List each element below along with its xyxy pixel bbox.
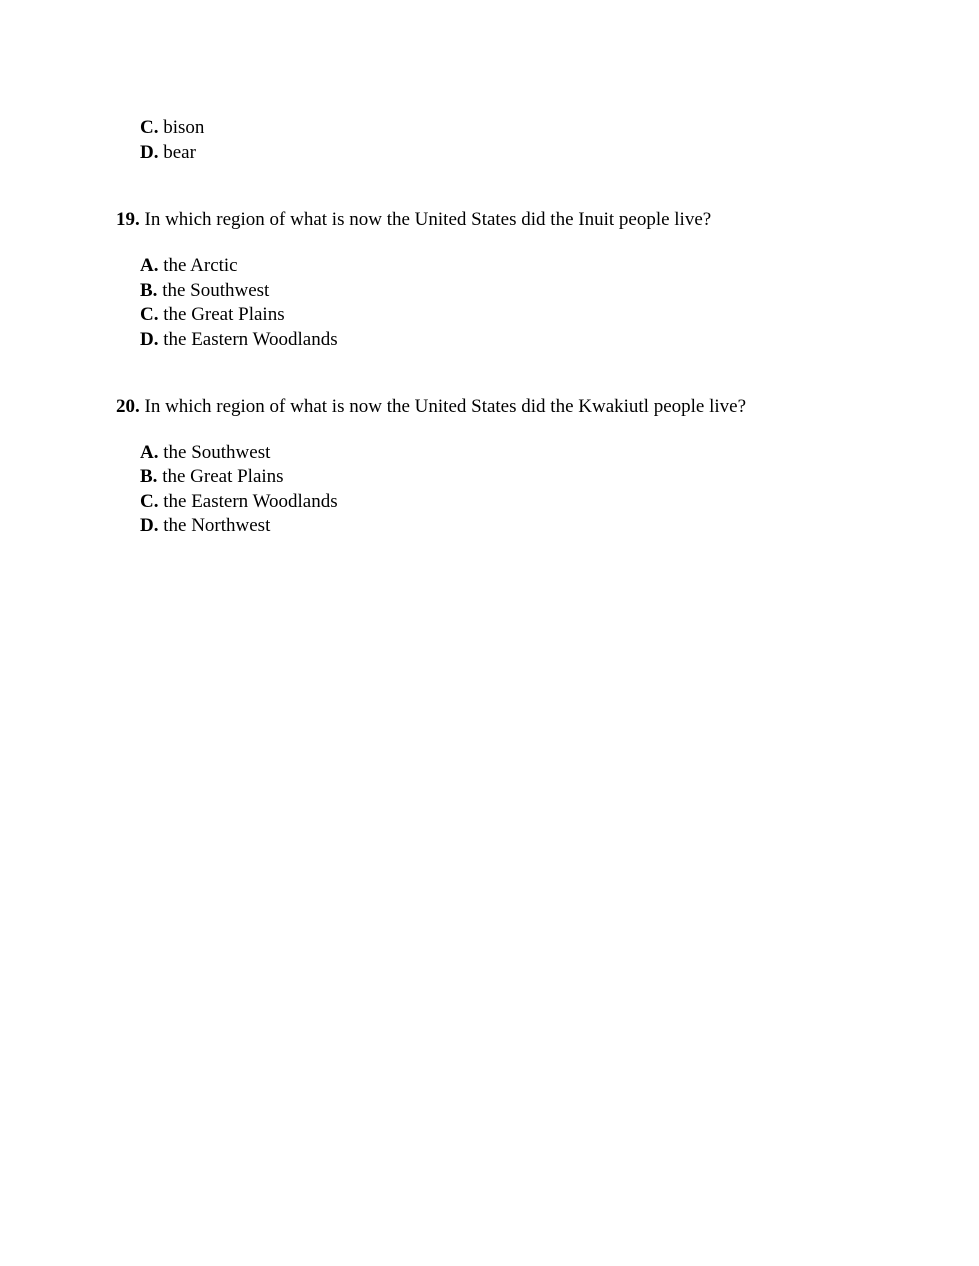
q19-option-c [140, 303, 285, 327]
q20-option-c [140, 490, 338, 514]
option-letter: C. [140, 117, 159, 138]
option-text: the Arctic [163, 255, 238, 276]
option-letter: B. [140, 466, 158, 487]
question-19 [116, 208, 711, 232]
q19-option-b [140, 279, 269, 303]
question-number: 19. [116, 209, 140, 230]
question-text: In which region of what is now the United States did the Kwakiutl people live? [144, 396, 747, 417]
prev-option-d [140, 141, 196, 165]
option-letter: D. [140, 515, 159, 536]
prev-option-c [140, 116, 204, 140]
option-text: the Great Plains [163, 304, 285, 325]
q20-option-d [140, 514, 270, 538]
question-20 [116, 395, 746, 419]
option-text: bison [163, 117, 205, 138]
q19-option-d [140, 328, 338, 352]
option-letter: B. [140, 280, 158, 301]
q20-option-a [140, 441, 270, 465]
option-letter: A. [140, 255, 159, 276]
q20-option-b [140, 465, 284, 489]
option-letter: C. [140, 304, 159, 325]
question-number: 20. [116, 396, 140, 417]
option-text: the Northwest [163, 515, 271, 536]
option-text: bear [163, 142, 196, 163]
option-text: the Southwest [163, 442, 271, 463]
q19-option-a [140, 254, 238, 278]
option-text: the Eastern Woodlands [163, 329, 338, 350]
option-letter: C. [140, 491, 159, 512]
question-text: In which region of what is now the United States did the Inuit people live? [144, 209, 712, 230]
option-text: the Great Plains [162, 466, 284, 487]
option-letter: D. [140, 329, 159, 350]
option-letter: D. [140, 142, 159, 163]
option-text: the Southwest [162, 280, 270, 301]
option-letter: A. [140, 442, 159, 463]
option-text: the Eastern Woodlands [163, 491, 338, 512]
